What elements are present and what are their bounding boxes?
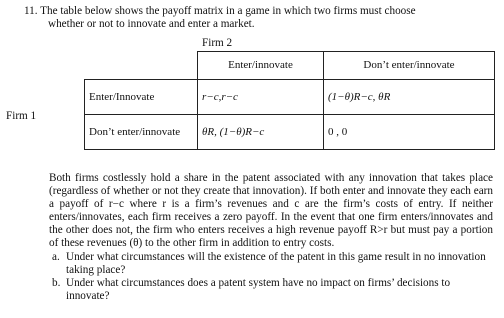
sub-question-a xyxy=(52,251,496,277)
matrix-corner xyxy=(85,52,198,80)
cell-dont-dont: 0 , 0 xyxy=(324,115,495,150)
sub-question-b xyxy=(52,277,496,303)
question-line-2: whether or not to innovate and enter a market. xyxy=(48,18,255,30)
payoff-matrix xyxy=(84,51,495,150)
question-line-1: 11. The table below shows the payoff matrix in a game in which two firms must choose xyxy=(24,5,416,17)
cell-enter-dont: (1−θ)R−c, θR xyxy=(324,80,495,115)
cell-enter-enter: r−c,r−c xyxy=(198,80,324,115)
firm1-label: Firm 1 xyxy=(6,110,37,122)
row-header-dont-enter: Don’t enter/innovate xyxy=(85,115,198,150)
sub-question-a-text: Under what circumstances will the existence of the patent in this game result in no innovation taking place? xyxy=(66,251,486,276)
problem-paragraph: Both firms costlessly hold a share in the patent associated with any innovation that takes place (regardless of whether or not they create that innovation). If both enter and innovate they each earn a payoff of r−c where r is a firm’s revenues and c are the firm’s costs of entry. If neither enters/innovates, each firm receives a zero payoff. In the event that one firm enters/innovates and the other does not, the firm who enters receives a high revenue payoff R>r but must pay a portion of these revenues (θ) to the other firm in addition to entry costs. xyxy=(49,172,493,249)
firm2-label: Firm 2 xyxy=(202,37,233,49)
sub-question-a-label: a. xyxy=(52,251,60,263)
cell-dont-enter: θR, (1−θ)R−c xyxy=(198,115,324,150)
sub-question-b-label: b. xyxy=(52,277,61,289)
question-header xyxy=(24,5,494,31)
sub-question-b-text: Under what circumstances does a patent system have no impact on firms’ decisions to innovate? xyxy=(66,277,451,302)
col-header-dont-enter: Don’t enter/innovate xyxy=(324,52,495,80)
row-header-enter: Enter/Innovate xyxy=(85,80,198,115)
col-header-enter: Enter/innovate xyxy=(198,52,324,80)
